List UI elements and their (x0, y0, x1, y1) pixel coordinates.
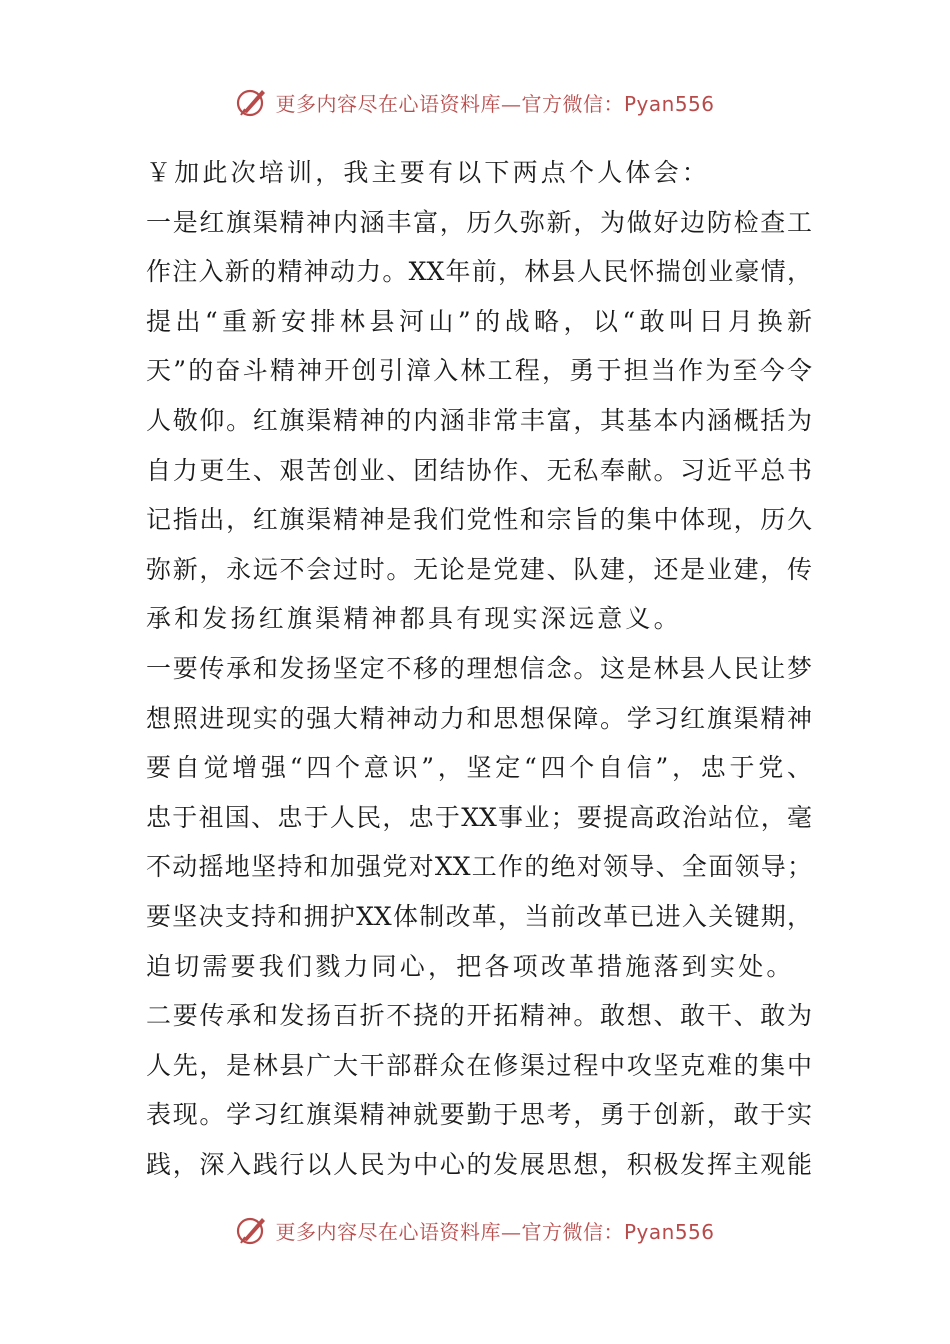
banner-slogan: 更多内容尽在心语资料库—官方微信： (275, 91, 624, 116)
text-line: 人先，是林县广大干部群众在修渠过程中攻坚克难的集中 (146, 1050, 812, 1080)
text-line: 要坚决支持和拥护XX体制改革，当前改革已进入关键期， (146, 901, 812, 931)
text-line: 二要传承和发扬百折不挠的开拓精神。敢想、敢干、敢为 (146, 1001, 812, 1031)
text-line: 不动摇地坚持和加强党对XX工作的绝对领导、全面领导； (146, 852, 812, 882)
text-line: 人敬仰。红旗渠精神的内涵非常丰富，其基本内涵概括为 (146, 405, 812, 435)
text-line: 表现。学习红旗渠精神就要勤于思考，勇于创新，敢于实 (146, 1100, 812, 1130)
document-body (146, 148, 812, 1189)
text-line: 一要传承和发扬坚定不移的理想信念。这是林县人民让梦 (146, 653, 812, 683)
banner-text (275, 1216, 714, 1245)
banner-text (275, 88, 714, 117)
text-line: 弥新，永远不会过时。无论是党建、队建，还是业建，传 (146, 554, 812, 584)
text-line: 承和发扬红旗渠精神都具有现实深远意义。 (146, 604, 682, 634)
quill-logo-icon (235, 85, 269, 119)
text-line: 迫切需要我们戮力同心，把各项改革措施落到实处。 (146, 951, 795, 981)
text-line: 一是红旗渠精神内涵丰富，历久弥新，为做好边防检查工 (146, 207, 812, 237)
text-line: 践，深入践行以人民为中心的发展思想，积极发挥主观能 (146, 1149, 812, 1179)
text-line: 自力更生、艰苦创业、团结协作、无私奉献。习近平总书 (146, 455, 812, 485)
text-line: 提出“重新安排林县河山”的战略，以“敢叫日月换新 (146, 306, 812, 336)
text-line: 作注入新的精神动力。XX年前，林县人民怀揣创业豪情， (146, 257, 812, 287)
text-line: 忠于祖国、忠于人民，忠于XX事业；要提高政治站位，毫 (146, 802, 812, 832)
wechat-id: Pyan556 (623, 1219, 715, 1244)
footer-banner (0, 1210, 950, 1250)
quill-logo-icon (235, 1213, 269, 1247)
header-banner (0, 82, 950, 122)
text-line: 天”的奋斗精神开创引漳入林工程，勇于担当作为至今令 (146, 356, 812, 386)
wechat-id: Pyan556 (623, 91, 715, 116)
text-line: 记指出，红旗渠精神是我们党性和宗旨的集中体现，历久 (146, 505, 812, 535)
banner-slogan: 更多内容尽在心语资料库—官方微信： (275, 1219, 624, 1244)
text-line: 想照进现实的强大精神动力和思想保障。学习红旗渠精神 (146, 703, 812, 733)
text-line: 要自觉增强“四个意识”，坚定“四个自信”，忠于党、 (146, 753, 812, 783)
text-line: ￥加此次培训，我主要有以下两点个人体会： (146, 158, 711, 187)
